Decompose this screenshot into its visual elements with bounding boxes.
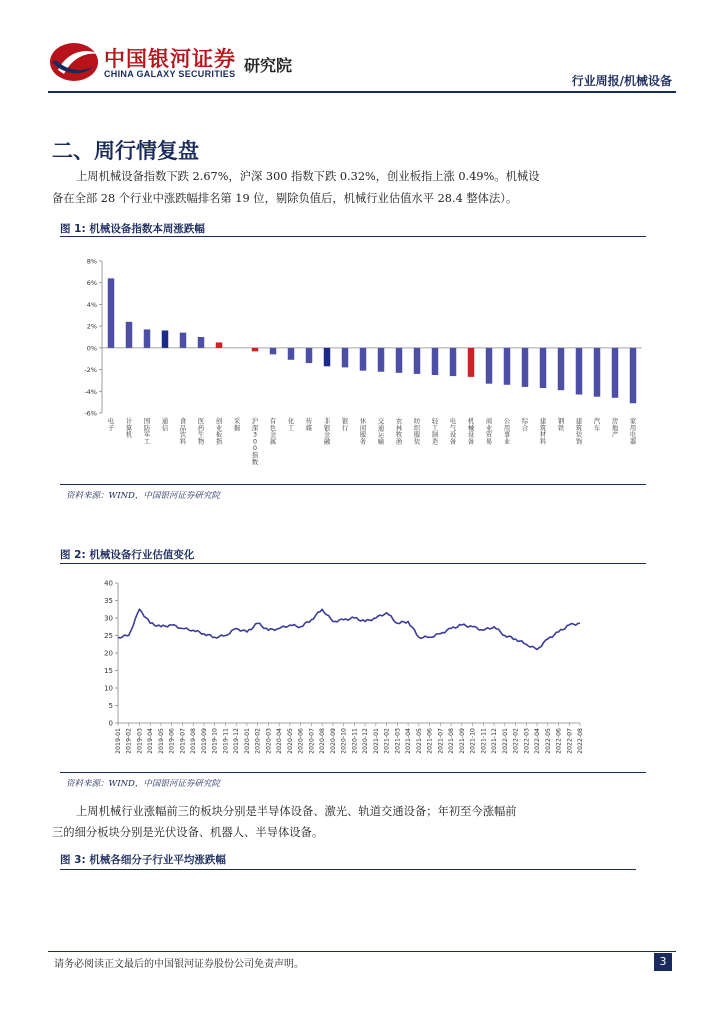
category-label: 农林牧渔 — [395, 418, 403, 446]
bar — [252, 348, 258, 351]
y-tick-label: -6% — [84, 409, 97, 418]
x-tick-label: 2020-05 — [286, 728, 294, 754]
x-tick-label: 2019-05 — [157, 728, 165, 754]
bar — [486, 348, 492, 384]
x-tick-label: 2021-12 — [491, 728, 499, 754]
y-tick-label: -4% — [84, 387, 97, 396]
x-tick-label: 2021-05 — [415, 728, 423, 754]
x-tick-label: 2019-10 — [211, 728, 219, 754]
x-tick-label: 2020-03 — [265, 728, 273, 754]
category-label: 国防军工 — [143, 418, 151, 446]
x-tick-label: 2021-04 — [405, 728, 413, 754]
y-tick-label: 30 — [104, 614, 113, 623]
category-label: 房地产 — [611, 418, 619, 439]
bar — [162, 330, 168, 347]
bar — [630, 348, 636, 403]
x-tick-label: 2020-07 — [308, 728, 316, 754]
x-tick-label: 2020-09 — [329, 728, 337, 754]
x-tick-label: 2020-01 — [243, 728, 251, 754]
y-tick-label: 35 — [104, 597, 113, 605]
x-tick-label: 2021-09 — [458, 728, 466, 754]
category-label: 沪深 3 0 0 指数 — [251, 418, 259, 466]
x-tick-label: 2019-09 — [200, 728, 208, 754]
category-label: 交通运输 — [377, 418, 385, 446]
bar — [414, 348, 420, 374]
y-tick-label: 2% — [86, 322, 97, 331]
x-tick-label: 2019-08 — [190, 728, 198, 754]
category-label: 食品饮料 — [179, 418, 187, 446]
bar — [198, 337, 204, 348]
bar — [558, 348, 564, 390]
y-tick-label: 25 — [104, 632, 113, 640]
bar — [612, 348, 618, 398]
x-tick-label: 2020-02 — [254, 728, 262, 754]
x-tick-label: 2019-01 — [115, 728, 122, 754]
y-tick-label: 6% — [86, 279, 97, 288]
report-type: 行业周报/机械设备 — [571, 74, 672, 88]
category-label: 休闲服务 — [359, 418, 367, 446]
x-tick-label: 2019-12 — [233, 728, 241, 754]
x-tick-label: 2022-08 — [577, 728, 584, 754]
bar — [216, 342, 222, 347]
figure-1-top-rule — [60, 236, 646, 237]
x-tick-label: 2021-07 — [437, 728, 445, 754]
category-label: 电气设备 — [449, 418, 457, 446]
figure-3-title: 图 3: 机械各细分子行业平均涨跌幅 — [60, 854, 226, 866]
x-tick-label: 2019-03 — [136, 728, 144, 754]
bar — [288, 348, 294, 360]
bar — [504, 348, 510, 385]
bar — [108, 278, 114, 347]
category-label: 电子 — [107, 418, 115, 432]
logo-cn: 中国银河证券 — [104, 47, 236, 71]
category-label: 家用电器 — [629, 418, 637, 446]
y-tick-label: -2% — [84, 366, 97, 375]
bar — [306, 348, 312, 363]
bar — [180, 333, 186, 348]
x-tick-label: 2022-07 — [566, 728, 574, 754]
figure-1-bottom-rule — [60, 484, 646, 485]
x-tick-label: 2019-06 — [168, 728, 176, 754]
x-tick-label: 2021-10 — [469, 728, 477, 754]
x-tick-label: 2020-06 — [297, 728, 305, 754]
category-label: 创业板指 — [215, 418, 223, 446]
x-tick-label: 2022-02 — [512, 728, 520, 754]
x-tick-label: 2022-04 — [534, 728, 542, 754]
figure-1-bar-chart — [60, 240, 646, 476]
bar — [576, 348, 582, 395]
bar — [342, 348, 348, 368]
bar — [594, 348, 600, 397]
header-rule — [48, 91, 676, 93]
x-tick-label: 2021-03 — [394, 728, 402, 754]
category-label: 化工 — [287, 418, 295, 432]
x-tick-label: 2020-11 — [351, 728, 359, 754]
category-label: 银行 — [341, 418, 349, 432]
institute-name: 研究院 — [244, 56, 293, 75]
category-label: 商业贸易 — [485, 418, 493, 446]
paragraph-1-line-1: 上周机械设备指数下跌 2.67%，沪深 300 指数下跌 0.32%，创业板指上涨 0.49%。机械设 — [76, 170, 540, 183]
category-label: 非银金融 — [323, 418, 331, 446]
page-number: 3 — [654, 953, 672, 971]
category-label: 轻工制造 — [431, 418, 439, 446]
category-label: 公用事业 — [503, 418, 511, 446]
figure-2-source: 资料来源：WIND，中国银河证券研究院 — [66, 779, 220, 789]
category-label: 计算机 — [125, 418, 133, 439]
category-label: 采掘 — [233, 418, 241, 432]
bar — [450, 348, 456, 376]
figure-1-source: 资料来源：WIND，中国银河证券研究院 — [66, 491, 220, 501]
bar — [360, 348, 366, 371]
bar — [270, 348, 276, 355]
category-label: 建筑装饰 — [575, 418, 583, 446]
x-tick-label: 2019-11 — [222, 728, 230, 754]
paragraph-2-line-1: 上周机械行业涨幅前三的板块分别是半导体设备、激光、轨道交通设备；年初至今涨幅前 — [76, 805, 517, 818]
y-tick-label: 8% — [86, 257, 97, 266]
x-tick-label: 2022-01 — [501, 728, 509, 754]
bar — [378, 348, 384, 372]
category-label: 汽车 — [593, 418, 601, 432]
x-tick-label: 2021-01 — [372, 728, 380, 754]
category-label: 钢铁 — [557, 418, 565, 432]
category-label: 纺织服装 — [413, 418, 421, 446]
bar — [432, 348, 438, 375]
x-tick-label: 2021-08 — [448, 728, 456, 754]
category-label: 通信 — [161, 418, 169, 432]
category-label: 机械设备 — [467, 418, 475, 446]
y-tick-label: 10 — [104, 684, 113, 693]
y-tick-label: 4% — [86, 300, 97, 309]
bar — [396, 348, 402, 373]
x-tick-label: 2019-04 — [147, 728, 155, 754]
footer-disclaimer: 请务必阅读正文最后的中国银河证券股份公司免责声明。 — [54, 959, 304, 970]
x-tick-label: 2020-08 — [319, 728, 327, 754]
figure-2-bottom-rule — [60, 772, 646, 773]
y-tick-label: 0% — [86, 344, 97, 353]
figure-2-top-rule — [60, 563, 646, 564]
x-tick-label: 2022-06 — [555, 728, 563, 754]
category-label: 建筑材料 — [539, 418, 547, 446]
bar — [126, 322, 132, 348]
x-tick-label: 2021-06 — [426, 728, 434, 754]
bar — [144, 329, 150, 347]
figure-1-title: 图 1: 机械设备指数本周涨跌幅 — [60, 223, 205, 235]
y-tick-label: 15 — [104, 667, 113, 675]
x-tick-label: 2022-03 — [523, 728, 531, 754]
bar — [540, 348, 546, 388]
category-label: 传媒 — [305, 418, 313, 432]
paragraph-1-line-2: 备在全部 28 个行业中涨跌幅排名第 19 位，剔除负值后，机械行业估值水平 28.4 整体法）。 — [52, 192, 518, 205]
paragraph-2-line-2: 三的细分板块分别是光伏设备、机器人、半导体设备。 — [52, 826, 324, 839]
x-tick-label: 2022-05 — [544, 728, 552, 754]
x-tick-label: 2020-10 — [340, 728, 348, 754]
x-tick-label: 2020-12 — [362, 728, 370, 754]
footer-rule — [48, 951, 676, 952]
bar — [324, 348, 330, 366]
category-label: 综合 — [521, 418, 529, 432]
bar — [522, 348, 528, 387]
figure-3-top-rule — [60, 869, 636, 870]
y-tick-label: 5 — [108, 702, 113, 710]
logo-mark — [48, 40, 100, 84]
x-tick-label: 2019-02 — [125, 728, 133, 754]
x-tick-label: 2021-02 — [383, 728, 391, 754]
bar — [468, 348, 474, 377]
figure-2-line-chart — [60, 570, 646, 770]
x-tick-label: 2019-07 — [179, 728, 187, 754]
y-tick-label: 0 — [108, 719, 113, 728]
category-label: 有色金属 — [269, 418, 277, 446]
y-tick-label: 40 — [104, 579, 113, 588]
x-tick-label: 2021-11 — [480, 728, 488, 754]
x-tick-label: 2020-04 — [276, 728, 284, 754]
y-tick-label: 20 — [104, 649, 113, 658]
valuation-line — [118, 609, 580, 649]
logo-en: CHINA GALAXY SECURITIES — [104, 69, 236, 79]
figure-2-title: 图 2: 机械设备行业估值变化 — [60, 549, 195, 561]
section-title: 二、周行情复盘 — [52, 138, 199, 163]
category-label: 医药生物 — [197, 418, 205, 446]
